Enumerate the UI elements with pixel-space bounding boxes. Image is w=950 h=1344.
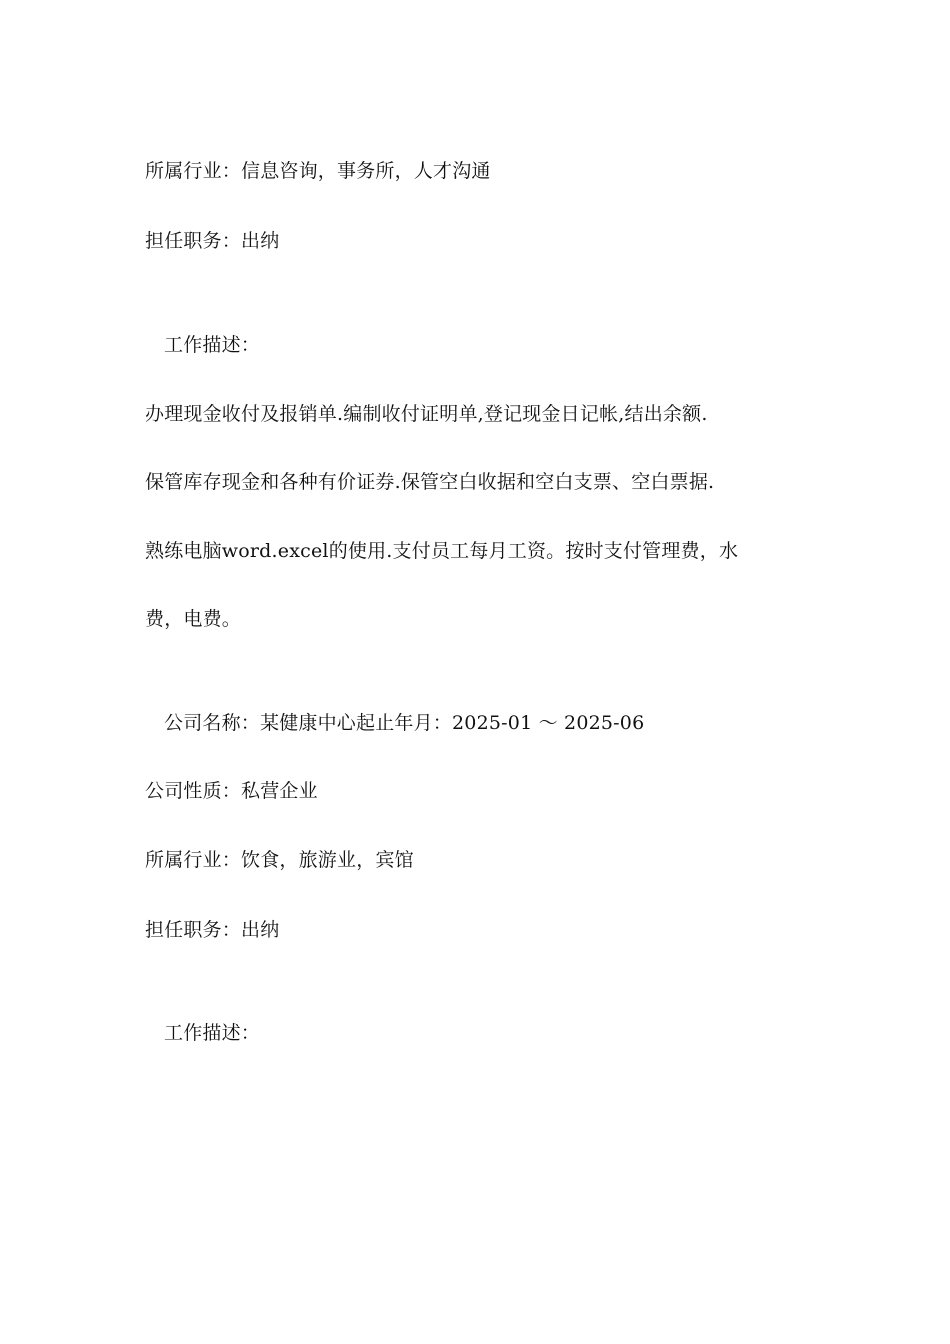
job1-desc-line: 熟练电脑word.excel的使用.支付员工每月工资。按时支付管理费，水 bbox=[145, 540, 739, 562]
job2-industry: 所属行业：饮食，旅游业，宾馆 bbox=[145, 849, 414, 871]
job1-industry: 所属行业：信息咨询，事务所，人才沟通 bbox=[145, 160, 491, 182]
job2-company-period: 公司名称：某健康中心起止年月：2025-01 ～ 2025-06 bbox=[164, 712, 645, 734]
job1-desc-line: 保管库存现金和各种有价证券.保管空白收据和空白支票、空白票据. bbox=[145, 471, 715, 493]
job2-position: 担任职务：出纳 bbox=[145, 919, 280, 941]
job2-desc-heading: 工作描述： bbox=[164, 1022, 261, 1044]
job1-position: 担任职务：出纳 bbox=[145, 230, 280, 252]
job2-nature: 公司性质：私营企业 bbox=[145, 780, 318, 802]
job1-desc-line: 费，电费。 bbox=[145, 608, 242, 630]
job1-desc-heading: 工作描述： bbox=[164, 334, 261, 356]
job1-desc-line: 办理现金收付及报销单.编制收付证明单,登记现金日记帐,结出余额. bbox=[145, 403, 708, 425]
